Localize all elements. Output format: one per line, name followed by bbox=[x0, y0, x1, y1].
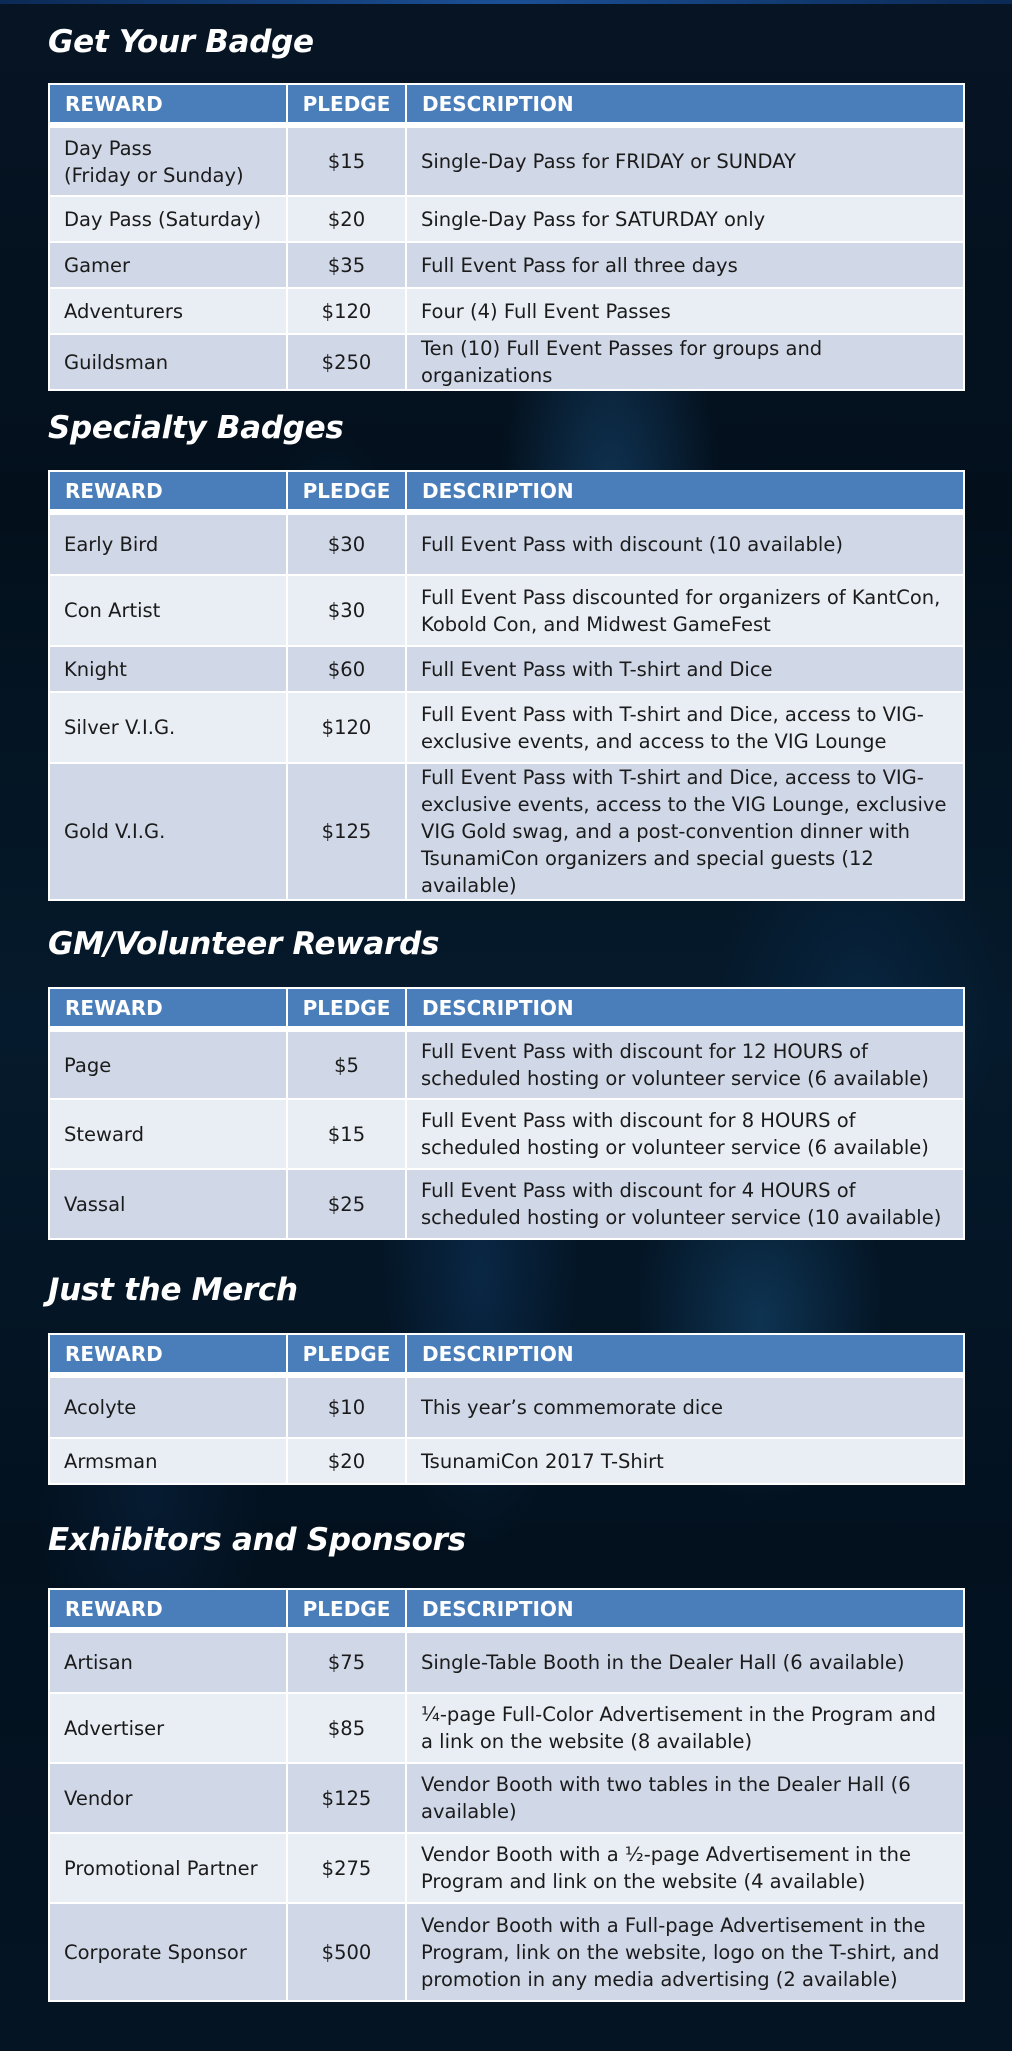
header-description: DESCRIPTION bbox=[406, 1589, 964, 1630]
table-header-row bbox=[49, 1334, 964, 1375]
pledge-cell: $15 bbox=[287, 1099, 406, 1169]
table-get-your-badge bbox=[48, 83, 965, 391]
table-row bbox=[49, 1438, 964, 1484]
table-row bbox=[49, 1763, 964, 1833]
reward-cell: Guildsman bbox=[49, 334, 287, 390]
pledge-cell: $275 bbox=[287, 1833, 406, 1903]
section-title-just-the-merch: Just the Merch bbox=[48, 1272, 298, 1308]
description-cell: This year’s commemorate dice bbox=[406, 1375, 964, 1438]
reward-cell: Vendor bbox=[49, 1763, 287, 1833]
table-exhibitors-and-sponsors bbox=[48, 1588, 965, 2002]
reward-cell: Gold V.I.G. bbox=[49, 763, 287, 900]
reward-cell: Day Pass (Friday or Sunday) bbox=[49, 125, 287, 196]
description-cell: Full Event Pass with T-shirt and Dice, access to VIG-exclusive events, access to the VIG Lounge, exclusive VIG Gold swag, and a post-convention dinner with TsunamiCon organizers and special guests (12 available) bbox=[406, 763, 964, 900]
table-header-row bbox=[49, 988, 964, 1029]
reward-cell: Page bbox=[49, 1029, 287, 1099]
header-pledge: PLEDGE bbox=[287, 988, 406, 1029]
description-cell: Full Event Pass for all three days bbox=[406, 242, 964, 288]
pledge-cell: $75 bbox=[287, 1630, 406, 1693]
table-row bbox=[49, 196, 964, 242]
header-reward: REWARD bbox=[49, 471, 287, 512]
section-title-get-your-badge: Get Your Badge bbox=[48, 24, 314, 60]
reward-cell: Day Pass (Saturday) bbox=[49, 196, 287, 242]
table-specialty-badges bbox=[48, 470, 965, 901]
description-cell: Single-Table Booth in the Dealer Hall (6 available) bbox=[406, 1630, 964, 1693]
reward-cell: Advertiser bbox=[49, 1693, 287, 1763]
table-row bbox=[49, 1630, 964, 1693]
table-row bbox=[49, 646, 964, 692]
table-row bbox=[49, 1099, 964, 1169]
header-reward: REWARD bbox=[49, 1589, 287, 1630]
reward-cell: Early Bird bbox=[49, 512, 287, 575]
description-cell: Vendor Booth with two tables in the Dealer Hall (6 available) bbox=[406, 1763, 964, 1833]
pledge-cell: $20 bbox=[287, 1438, 406, 1484]
description-cell: Single-Day Pass for FRIDAY or SUNDAY bbox=[406, 125, 964, 196]
table-row bbox=[49, 242, 964, 288]
reward-cell: Silver V.I.G. bbox=[49, 692, 287, 763]
pledge-cell: $500 bbox=[287, 1903, 406, 2001]
table-row bbox=[49, 1169, 964, 1239]
description-cell: Full Event Pass discounted for organizers of KantCon, Kobold Con, and Midwest GameFest bbox=[406, 575, 964, 646]
reward-cell: Acolyte bbox=[49, 1375, 287, 1438]
table-header-row bbox=[49, 471, 964, 512]
description-cell: Ten (10) Full Event Passes for groups and organizations bbox=[406, 334, 964, 390]
pledge-cell: $125 bbox=[287, 1763, 406, 1833]
pledge-cell: $35 bbox=[287, 242, 406, 288]
section-title-specialty-badges: Specialty Badges bbox=[48, 410, 344, 446]
pledge-cell: $10 bbox=[287, 1375, 406, 1438]
header-description: DESCRIPTION bbox=[406, 84, 964, 125]
reward-cell: Vassal bbox=[49, 1169, 287, 1239]
reward-cell: Adventurers bbox=[49, 288, 287, 334]
pledge-cell: $5 bbox=[287, 1029, 406, 1099]
table-gm-volunteer-rewards bbox=[48, 987, 965, 1240]
table-row bbox=[49, 1693, 964, 1763]
header-reward: REWARD bbox=[49, 988, 287, 1029]
description-cell: Full Event Pass with T-shirt and Dice bbox=[406, 646, 964, 692]
description-cell: Full Event Pass with discount for 8 HOURS of scheduled hosting or volunteer service (6 available) bbox=[406, 1099, 964, 1169]
reward-cell: Con Artist bbox=[49, 575, 287, 646]
pledge-cell: $125 bbox=[287, 763, 406, 900]
pledge-cell: $25 bbox=[287, 1169, 406, 1239]
description-cell: Single-Day Pass for SATURDAY only bbox=[406, 196, 964, 242]
description-cell: Full Event Pass with T-shirt and Dice, access to VIG-exclusive events, and access to the VIG Lounge bbox=[406, 692, 964, 763]
reward-cell: Armsman bbox=[49, 1438, 287, 1484]
table-row bbox=[49, 763, 964, 900]
table-row bbox=[49, 692, 964, 763]
pledge-cell: $30 bbox=[287, 575, 406, 646]
pledge-cell: $250 bbox=[287, 334, 406, 390]
pledge-cell: $20 bbox=[287, 196, 406, 242]
table-row bbox=[49, 512, 964, 575]
table-row bbox=[49, 1903, 964, 2001]
pledge-cell: $15 bbox=[287, 125, 406, 196]
pledge-cell: $60 bbox=[287, 646, 406, 692]
table-row bbox=[49, 334, 964, 390]
description-cell: TsunamiCon 2017 T-Shirt bbox=[406, 1438, 964, 1484]
description-cell: Full Event Pass with discount for 4 HOURS of scheduled hosting or volunteer service (10 available) bbox=[406, 1169, 964, 1239]
header-pledge: PLEDGE bbox=[287, 1334, 406, 1375]
header-description: DESCRIPTION bbox=[406, 471, 964, 512]
header-reward: REWARD bbox=[49, 1334, 287, 1375]
top-border bbox=[0, 0, 1012, 4]
table-row bbox=[49, 1375, 964, 1438]
description-cell: Vendor Booth with a Full-page Advertisement in the Program, link on the website, logo on the T-shirt, and promotion in any media advertising (2 available) bbox=[406, 1903, 964, 2001]
table-row bbox=[49, 1029, 964, 1099]
reward-cell: Artisan bbox=[49, 1630, 287, 1693]
table-just-the-merch bbox=[48, 1333, 965, 1485]
reward-cell: Knight bbox=[49, 646, 287, 692]
table-header-row bbox=[49, 84, 964, 125]
header-reward: REWARD bbox=[49, 84, 287, 125]
section-title-exhibitors-and-sponsors: Exhibitors and Sponsors bbox=[48, 1522, 466, 1558]
reward-cell: Steward bbox=[49, 1099, 287, 1169]
header-description: DESCRIPTION bbox=[406, 1334, 964, 1375]
header-description: DESCRIPTION bbox=[406, 988, 964, 1029]
header-pledge: PLEDGE bbox=[287, 84, 406, 125]
reward-cell: Promotional Partner bbox=[49, 1833, 287, 1903]
description-cell: Vendor Booth with a ½-page Advertisement in the Program and link on the website (4 available) bbox=[406, 1833, 964, 1903]
table-row bbox=[49, 125, 964, 196]
pledge-cell: $120 bbox=[287, 692, 406, 763]
table-row bbox=[49, 575, 964, 646]
pledge-cell: $120 bbox=[287, 288, 406, 334]
table-row bbox=[49, 1833, 964, 1903]
pledge-cell: $30 bbox=[287, 512, 406, 575]
description-cell: ¼-page Full-Color Advertisement in the Program and a link on the website (8 available) bbox=[406, 1693, 964, 1763]
description-cell: Full Event Pass with discount (10 available) bbox=[406, 512, 964, 575]
description-cell: Four (4) Full Event Passes bbox=[406, 288, 964, 334]
table-header-row bbox=[49, 1589, 964, 1630]
reward-cell: Corporate Sponsor bbox=[49, 1903, 287, 2001]
description-cell: Full Event Pass with discount for 12 HOURS of scheduled hosting or volunteer service (6 available) bbox=[406, 1029, 964, 1099]
pledge-cell: $85 bbox=[287, 1693, 406, 1763]
reward-cell: Gamer bbox=[49, 242, 287, 288]
header-pledge: PLEDGE bbox=[287, 471, 406, 512]
table-row bbox=[49, 288, 964, 334]
header-pledge: PLEDGE bbox=[287, 1589, 406, 1630]
section-title-gm-volunteer-rewards: GM/Volunteer Rewards bbox=[48, 926, 440, 962]
